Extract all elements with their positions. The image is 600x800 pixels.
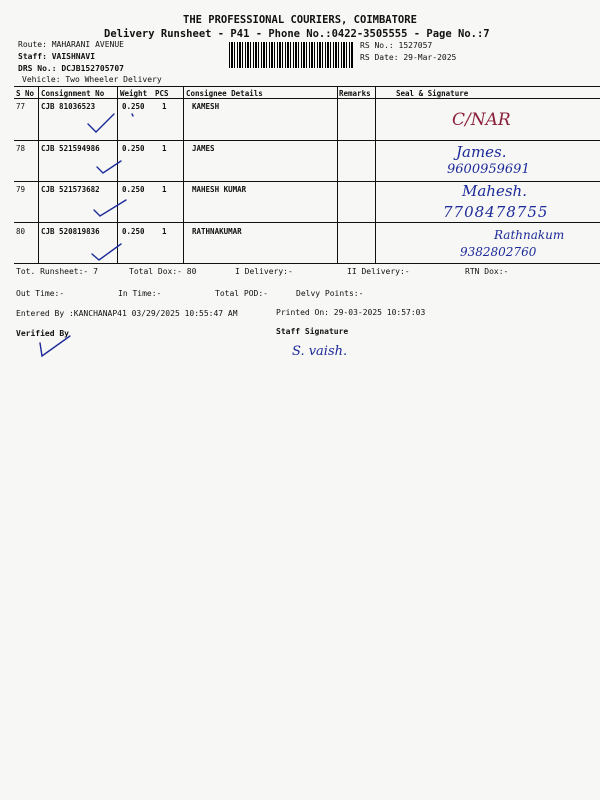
rs-date: RS Date: 29-Mar-2025 [360, 53, 457, 62]
checkmark-icon [94, 200, 126, 216]
row-consignment: CJB 81036523 [41, 102, 96, 111]
row-weight: 0.250 [122, 185, 145, 194]
row-pcs: 1 [162, 185, 167, 194]
rs-number: RS No.: 1527057 [360, 41, 433, 50]
rtn-dox: RTN Dox:- [465, 267, 509, 276]
row-pcs: 1 [162, 144, 167, 153]
out-time: Out Time:- [16, 289, 65, 298]
company-title: THE PROFESSIONAL COURIERS, COIMBATORE [183, 14, 417, 26]
row-consignee: MAHESH KUMAR [192, 185, 247, 194]
verified-by-label: Verified By [16, 329, 69, 338]
vehicle-label: Vehicle: Two Wheeler Delivery [22, 75, 162, 84]
ii-delivery: II Delivery:- [347, 267, 410, 276]
col-header-weight: Weight [120, 89, 148, 98]
signature-row78-phone: 9600959691 [447, 162, 530, 177]
printed-on: Printed On: 29-03-2025 10:57:03 [276, 308, 426, 317]
row-consignee: KAMESH [192, 102, 220, 111]
col-header-remarks: Remarks [339, 89, 371, 98]
row-sno: 80 [16, 227, 26, 236]
col-header-consignee: Consignee Details [186, 89, 263, 98]
signature-row79-name: Mahesh. [462, 182, 527, 200]
total-pod: Total POD:- [215, 289, 268, 298]
verified-tick-icon [40, 336, 70, 356]
row-weight: 0.250 [122, 144, 145, 153]
row-consignment: CJB 521594986 [41, 144, 100, 153]
col-header-sno: S No [16, 89, 35, 98]
i-delivery: I Delivery:- [235, 267, 293, 276]
runsheet-title: Delivery Runsheet - P41 - Phone No.:0422-3505555 - Page No.:7 [104, 28, 490, 40]
signature-row79-phone: 7708478755 [443, 203, 549, 221]
staff-signature-label: Staff Signature [276, 327, 349, 336]
checkmark-icon [97, 161, 121, 173]
row-weight: 0.250 [122, 227, 145, 236]
staff-handwritten-signature: S. vaish. [292, 344, 348, 359]
drs-number: DRS No.: DCJB152705707 [18, 64, 124, 73]
row-sno: 78 [16, 144, 26, 153]
signature-row80-phone: 9382802760 [460, 245, 537, 259]
row-consignee: JAMES [192, 144, 215, 153]
row-sno: 77 [16, 102, 26, 111]
col-header-seal: Seal & Signature [396, 89, 469, 98]
col-header-pcs: PCS [155, 89, 169, 98]
row-pcs: 1 [162, 227, 167, 236]
route-label: Route: MAHARANI AVENUE [18, 40, 124, 49]
checkmark-icon [88, 114, 114, 132]
pen-stroke-icon [132, 114, 133, 116]
checkmark-icon [92, 244, 121, 260]
total-dox: Total Dox:- 80 [129, 267, 197, 276]
delvy-points: Delvy Points:- [296, 289, 364, 298]
row-sno: 79 [16, 185, 26, 194]
signature-row80-name: Rathnakum [494, 228, 565, 242]
tot-runsheet: Tot. Runsheet:- 7 [16, 267, 98, 276]
row-pcs: 1 [162, 102, 167, 111]
col-header-consignment: Consignment No [41, 89, 105, 98]
signature-row78-name: James. [456, 143, 507, 161]
row-weight: 0.250 [122, 102, 145, 111]
signature-row77: C/NAR [452, 110, 511, 130]
row-consignment: CJB 521573682 [41, 185, 100, 194]
row-consignment: CJB 520819836 [41, 227, 100, 236]
row-consignee: RATHNAKUMAR [192, 227, 242, 236]
staff-label: Staff: VAISHNAVI [18, 52, 96, 61]
entered-by: Entered By :KANCHANAP41 03/29/2025 10:55:47 AM [16, 309, 238, 318]
in-time: In Time:- [118, 289, 162, 298]
